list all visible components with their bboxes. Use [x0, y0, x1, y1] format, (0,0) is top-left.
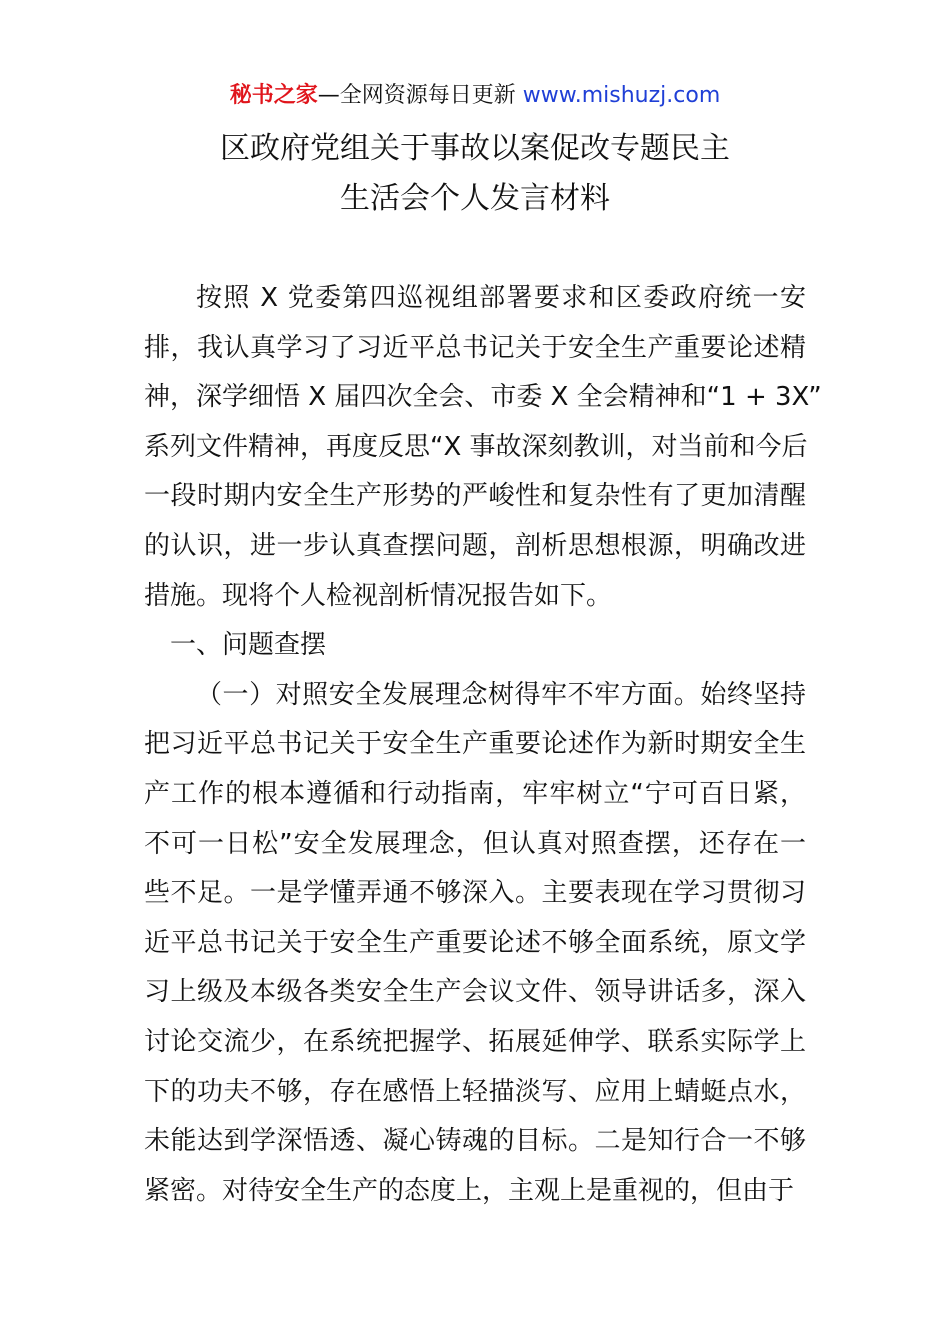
text-line: 的认识，进一步认真查摆问题，剖析思想根源，明确改进 — [144, 530, 806, 561]
text-line: 下的功夫不够，存在感悟上轻描淡写、应用上蜻蜓点水， — [144, 1076, 806, 1107]
body-paragraph — [144, 274, 822, 621]
text-line: 近平总书记关于安全生产重要论述不够全面系统，原文学 — [144, 927, 806, 958]
text-line: 措施。现将个人检视剖析情况报告如下。 — [144, 580, 613, 611]
text-line: 一段时期内安全生产形势的严峻性和复杂性有了更加清醒 — [144, 481, 806, 512]
text-line: 排，我认真学习了习近平总书记关于安全生产重要论述精 — [144, 332, 806, 363]
text-line: 一、问题查摆 — [170, 630, 327, 661]
site-brand: 秘书之家 — [229, 83, 318, 108]
text-line: 习上级及本级各类安全生产会议文件、领导讲话多，深入 — [144, 977, 806, 1008]
body-paragraph — [144, 671, 806, 1217]
site-tagline: —全网资源每日更新 — [317, 83, 523, 108]
text-line: 神，深学细悟 X 届四次全会、市委 X 全会精神和“1 + 3X” — [144, 382, 822, 413]
text-line: 讨论交流少，在系统把握学、拓展延伸学、联系实际学上 — [144, 1026, 806, 1057]
text-line: 产工作的根本遵循和行动指南，牢牢树立“宁可百日紧， — [144, 778, 806, 809]
text-line: 未能达到学深悟透、凝心铸魂的目标。二是知行合一不够 — [144, 1126, 806, 1157]
title-line-2: 生活会个人发言材料 — [340, 181, 610, 216]
site-banner — [0, 80, 950, 112]
section-heading — [144, 621, 806, 671]
text-line: 些不足。一是学懂弄通不够深入。主要表现在学习贯彻习 — [144, 878, 806, 909]
text-line: 系列文件精神，再度反思“X 事故深刻教训，对当前和今后 — [144, 431, 808, 462]
text-line: 按照 X 党委第四巡视组部署要求和区委政府统一安 — [196, 283, 806, 313]
title-line-1: 区政府党组关于事故以案促改专题民主 — [220, 131, 730, 166]
site-url-link[interactable]: www.mishuzj.com — [522, 83, 721, 108]
text-line: （一）对照安全发展理念树得牢不牢方面。始终坚持 — [196, 679, 806, 710]
text-line: 不可一日松”安全发展理念，但认真对照查摆，还存在一 — [144, 828, 806, 859]
text-line: 紧密。对待安全生产的态度上，主观上是重视的，但由于 — [144, 1175, 795, 1206]
text-line: 把习近平总书记关于安全生产重要论述作为新时期安全生 — [144, 729, 806, 760]
document-body — [144, 274, 822, 1216]
document-title — [0, 124, 950, 224]
